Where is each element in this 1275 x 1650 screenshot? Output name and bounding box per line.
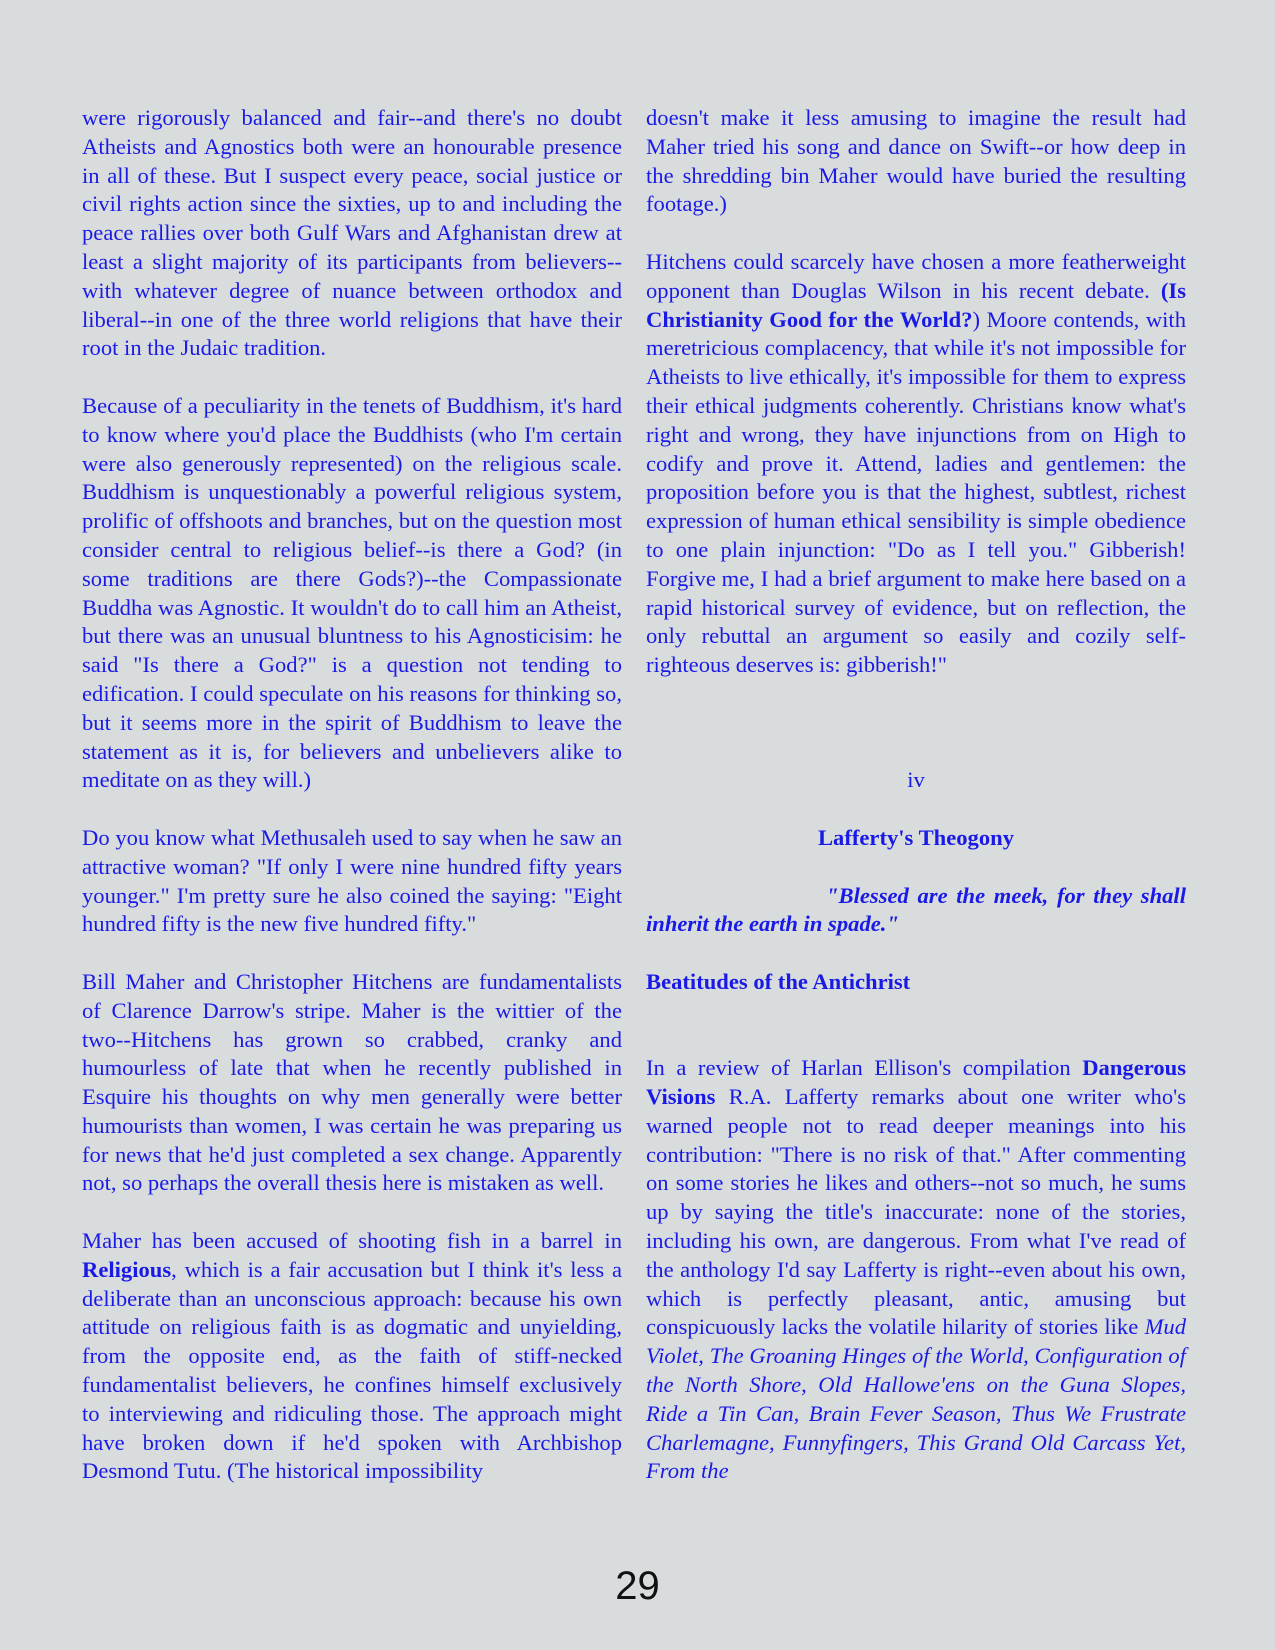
left-column <box>82 104 622 1515</box>
epigraph: "Blessed are the meek, for they shall inherit the earth in spade." <box>646 882 1186 937</box>
book-title: Dangerous Visions <box>646 1055 1186 1110</box>
paragraph-text: In a review of Harlan Ellison's compilation <box>646 1055 1083 1081</box>
right-column <box>646 104 1186 1515</box>
paragraph <box>646 248 1186 680</box>
story-titles: Mud Violet, The Groaning Hinges of the World, Configuration of the North Shore, Old Hallowe'ens on the Guna Slopes, Ride a Tin Can, Brain Fever Season, Thus We Frustrate Charlemagne, Funnyfingers, This Grand Old Carcass Yet, From the <box>646 1314 1186 1484</box>
show-title: Religious <box>82 1256 172 1282</box>
paragraph-text: , which is a fair accusation but I think it's less a deliberate than an unconscious approach: because his own attitude on religious faith is as dogmatic and unyielding, from the opposite end, as the faith of stiff-necked fundamentalist believers, he confines himself exclusively to interviewing and ridiculing those. The approach might have broken down if he'd spoken with Archbishop Desmond Tutu. (The historical impossibility <box>82 1256 622 1484</box>
debate-title: (Is Christianity Good for the World? <box>646 277 1186 332</box>
spacer <box>646 1026 1186 1055</box>
paragraph <box>646 1054 1186 1486</box>
paragraph-text: ) Moore contends, with meretricious complacency, that while it's not impossible for Atheists to live ethically, it's impossible for them to express their ethical judgments coherently. Christians know what's right and wrong, they have injunctions from on High to codify and prove it. Attend, ladies and gentlemen: the proposition before you is that the highest, subtlest, richest expression of human ethical sensibility is simple obedience to one plain injunction: "Do as I tell you." Gibberish! Forgive me, I had a brief argument to make here based on a rapid historical survey of evidence, but on reflection, the only rebuttal an argument so easily and cozily self-righteous deserves is: gibberish!" <box>646 306 1186 678</box>
paragraph: Because of a peculiarity in the tenets of Buddhism, it's hard to know where you'd place the Buddhists (who I'm certain were also generously represented) on the religious scale. Buddhism is unquestionably a powerful religious system, prolific of offshoots and branches, but on the question most consider central to religious belief--is there a God? (in some traditions are there Gods?)--the Compassionate Buddha was Agnostic. It wouldn't do to call him an Atheist, but there was an unusual bluntness to his Agnosticisim: he said "Is there a God?" is a question not tending to edification. I could speculate on his reasons for thinking so, but it seems more in the spirit of Buddhism to leave the statement as it is, for believers and unbelievers alike to meditate on as they will.) <box>82 392 622 793</box>
paragraph: Do you know what Methusaleh used to say when he saw an attractive woman? "If only I were nine hundred fifty years younger." I'm pretty sure he also coined the saying: "Eight hundred fifty is the new five hundred fifty." <box>82 824 622 937</box>
paragraph <box>82 1227 622 1486</box>
section-number: iv <box>907 767 925 793</box>
epigraph-source: Beatitudes of the Antichrist <box>646 968 911 994</box>
paragraph-text: R.A. Lafferty remarks about one writer who's warned people not to read deeper meanings into his contribution: "There is no risk of that." After commenting on some stories he likes and others--not so much, he sums up by saying the title's inaccurate: none of the stories, including his own, are dangerous. From what I've read of the anthology I'd say Lafferty is right--even about his own, which is perfectly pleasant, antic, amusing but conspicuously lacks the volatile hilarity of stories like <box>646 1084 1186 1340</box>
page-number: 29 <box>615 1564 660 1608</box>
paragraph: were rigorously balanced and fair--and there's no doubt Atheists and Agnostics both were an honourable presence in all of these. But I suspect every peace, social justice or civil rights action since the sixties, up to and including the peace rallies over both Gulf Wars and Afghanistan drew at least a slight majority of its participants from believers--with whatever degree of nuance between orthodox and liberal--in one of the three world religions that have their root in the Judaic tradition. <box>82 105 622 361</box>
spacer <box>646 709 1186 767</box>
paragraph: doesn't make it less amusing to imagine the result had Maher tried his song and dance on Swift--or how deep in the shredding bin Maher would have buried the resulting footage.) <box>646 105 1186 217</box>
paragraph-text: Hitchens could scarcely have chosen a more featherweight opponent than Douglas Wilson in his recent debate. <box>646 248 1186 303</box>
paragraph: Bill Maher and Christopher Hitchens are fundamentalists of Clarence Darrow's stripe. Maher is the wittier of the two--Hitchens has grown so crabbed, cranky and humourless of late that when he recently published in Esquire his thoughts on why men generally were better humourists than women, I was certain he was preparing us for news that he'd just completed a sex change. Apparently not, so perhaps the overall thesis here is mistaken as well. <box>82 968 622 1196</box>
section-title: Lafferty's Theogony <box>817 824 1015 850</box>
paragraph-text: Maher has been accused of shooting fish in a barrel in <box>82 1228 622 1254</box>
